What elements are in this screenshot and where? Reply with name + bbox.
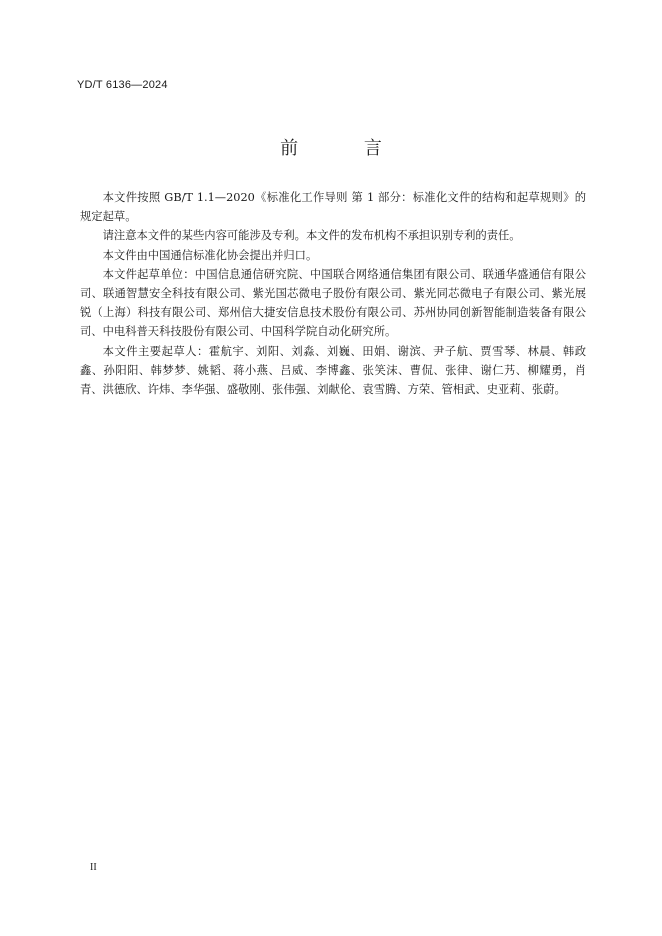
paragraph-drafting-rules: 本文件按照 GB/T 1.1—2020《标准化工作导则 第 1 部分：标准化文件的结构和起草规则》的规定起草。 [80,191,586,224]
standard-code: YD/T 6136—2024 [77,79,168,91]
paragraph-proposer: 本文件由中国通信标准化协会提出并归口。 [102,248,318,262]
paragraph-patent-notice: 请注意本文件的某些内容可能涉及专利。本文件的发布机构不承担识别专利的责任。 [102,229,521,243]
paragraph-drafting-units: 本文件起草单位：中国信息通信研究院、中国联合网络通信集团有限公司、联通华盛通信有限公司、联通智慧安全科技有限公司、紫光国芯微电子股份有限公司、紫光同芯微电子有限公司、紫光展锐（上海）科技有限公司、郑州信大捷安信息技术股份有限公司、苏州协同创新智能制造装备有限公司、中电科普天科技股份有限公司、中国科学院自动化研究所。 [80,267,586,339]
page-number: II [90,862,97,873]
paragraph-drafters: 本文件主要起草人：霍航宇、刘阳、刘淼、刘巍、田娟、谢滨、尹子航、贾雪琴、林晨、韩政鑫、孙阳阳、韩梦梦、姚韬、蒋小燕、吕威、李博鑫、张笑沫、曹侃、张律、谢仁艿、柳耀勇，肖青、洪德欣、许炜、李华强、盛敬刚、张伟强、刘献伦、袁雪腾、方荣、管相武、史亚莉、张蔚。 [80,344,586,397]
foreword-body [80,188,586,399]
page-title: 前 言 [280,138,412,159]
